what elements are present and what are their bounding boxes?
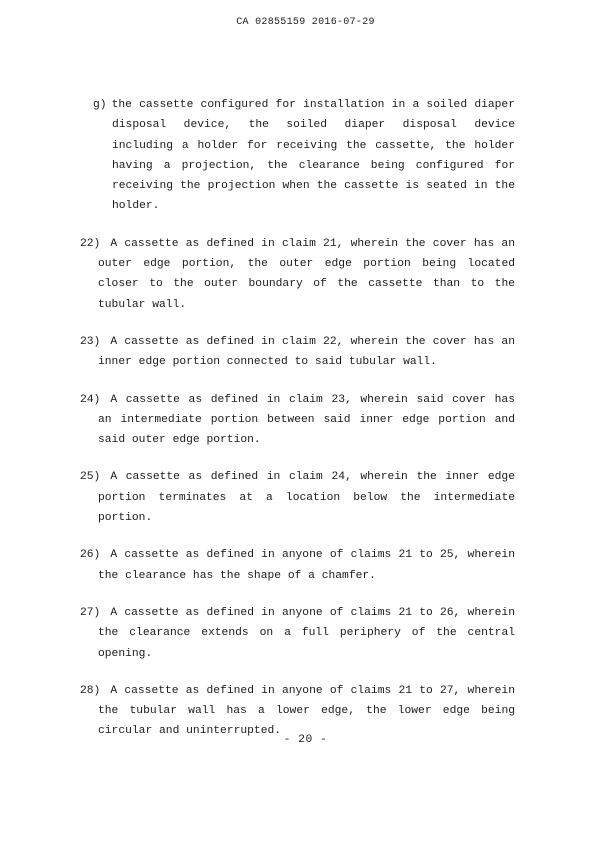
claim-paragraph — [80, 234, 515, 315]
claim-paragraph — [80, 681, 515, 742]
paragraph-text: A cassette as defined in anyone of claims 21 to 26, wherein the clearance extends on a full periphery of the central opening. — [98, 606, 515, 660]
paragraph-text: the cassette configured for installation in a soiled diaper disposal device, the soiled diaper disposal device including a holder for receiving the cassette, the holder having a projection, the clearance being configured for receiving the projection when the cassette is seated in the holder. — [111, 99, 515, 213]
claims-content — [80, 95, 515, 742]
paragraph-text: A cassette as defined in claim 22, wherein the cover has an inner edge portion connected to said tubular wall. — [98, 335, 515, 369]
paragraph-label: g) — [93, 99, 107, 111]
document-header: CA 02855159 2016-07-29 — [236, 17, 375, 28]
paragraph-text: A cassette as defined in claim 23, wherein said cover has an intermediate portion between said inner edge portion and said outer edge portion. — [98, 393, 515, 447]
paragraph-text: A cassette as defined in anyone of claims 21 to 27, wherein the tubular wall has a lower edge, the lower edge being circular and uninterrupted. — [98, 684, 515, 738]
page-number: - 20 - — [283, 734, 328, 746]
claim-paragraph — [80, 390, 515, 451]
claim-paragraph — [80, 603, 515, 664]
paragraph-label: 25) — [80, 471, 101, 484]
paragraph-label: 26) — [80, 549, 101, 562]
claim-paragraph — [80, 545, 515, 586]
paragraph-text: A cassette as defined in claim 24, wherein the inner edge portion terminates at a location below the intermediate portion. — [98, 471, 515, 525]
paragraph-label: 24) — [80, 393, 101, 406]
paragraph-label: 22) — [80, 237, 101, 250]
paragraph-label: 23) — [80, 335, 101, 348]
paragraph-text: A cassette as defined in anyone of claims 21 to 25, wherein the clearance has the shape of a chamfer. — [98, 549, 515, 582]
paragraph-label: 28) — [80, 684, 101, 697]
claim-paragraph — [80, 332, 515, 373]
paragraph-text: A cassette as defined in claim 21, wherein the cover has an outer edge portion, the outer edge portion being located closer to the outer boundary of the cassette than to the tubular wall. — [98, 237, 515, 311]
claim-paragraph — [80, 467, 515, 528]
paragraph-label: 27) — [80, 606, 101, 619]
sub-item-paragraph — [93, 95, 515, 217]
